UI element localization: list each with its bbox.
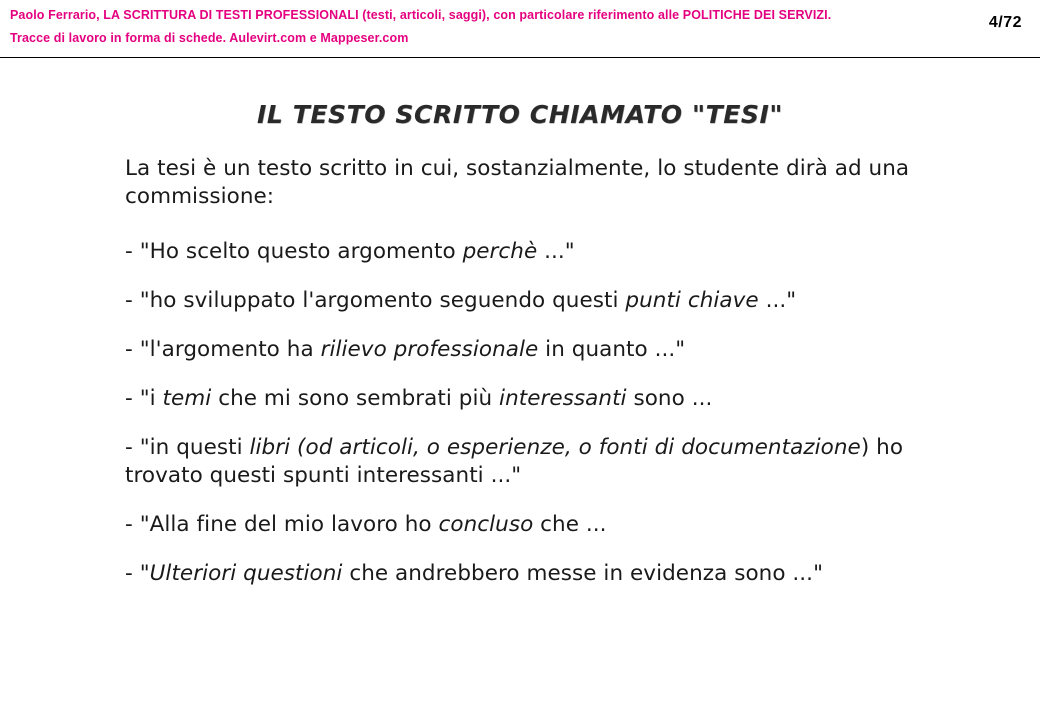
plain-text: che mi sono sembrati più — [211, 386, 500, 412]
header-line-1: Paolo Ferrario, LA SCRITTURA DI TESTI PROFESSIONALI (testi, articoli, saggi), con particolare riferimento alle POLITICHE DEI SERVIZI. — [10, 8, 832, 22]
emphasis-text: punti chiave — [625, 288, 759, 314]
header-attribution — [10, 6, 920, 48]
emphasis-text: Ulteriori questioni — [149, 560, 343, 586]
plain-text: sono ... — [626, 386, 713, 412]
plain-text: - "l'argomento ha — [125, 337, 321, 363]
plain-text: ) ho trovato questi spunti interessanti ..." — [125, 435, 904, 488]
emphasis-text: concluso — [438, 511, 534, 537]
plain-text: - "i — [125, 386, 163, 412]
header-line-2: Tracce di lavoro in forma di schede. Aulevirt.com e Mappeser.com — [10, 30, 409, 45]
emphasis-text: interessanti — [499, 386, 627, 412]
bullet-item — [125, 238, 920, 266]
slide-body — [120, 155, 920, 587]
bullet-item — [125, 336, 920, 364]
plain-text: ..." — [537, 239, 575, 265]
header-divider — [0, 57, 1040, 58]
plain-text: ..." — [758, 288, 797, 314]
page-number: 4/72 — [988, 14, 1022, 31]
page-title: IL TESTO SCRITTO CHIAMATO "TESI" — [256, 100, 784, 129]
bullet-item — [125, 385, 920, 413]
plain-text: che ... — [533, 511, 607, 537]
plain-text: - "Ho scelto questo argomento — [125, 239, 463, 265]
emphasis-text: temi — [162, 386, 212, 412]
intro-paragraph: La tesi è un testo scritto in cui, sostanzialmente, lo studente dirà ad una commissione: — [125, 156, 910, 209]
slide-content — [0, 100, 1040, 608]
plain-text: - "in questi — [125, 435, 250, 461]
bullet-item — [125, 511, 920, 539]
plain-text: - " — [125, 560, 150, 586]
emphasis-text: libri (od articoli, o esperienze, o fonti di documentazione — [249, 435, 861, 461]
slide-header — [0, 0, 1040, 56]
plain-text: che andrebbero messe in evidenza sono ..." — [342, 560, 824, 586]
bullet-item — [125, 287, 920, 315]
emphasis-text: rilievo professionale — [320, 337, 539, 363]
emphasis-text: perchè — [462, 239, 538, 265]
bullet-list — [125, 238, 920, 587]
bullet-item — [125, 560, 920, 588]
plain-text: - "ho sviluppato l'argomento seguendo questi — [125, 288, 626, 314]
plain-text: in quanto ..." — [538, 337, 686, 363]
bullet-item — [125, 434, 920, 489]
plain-text: - "Alla fine del mio lavoro ho — [125, 511, 439, 537]
